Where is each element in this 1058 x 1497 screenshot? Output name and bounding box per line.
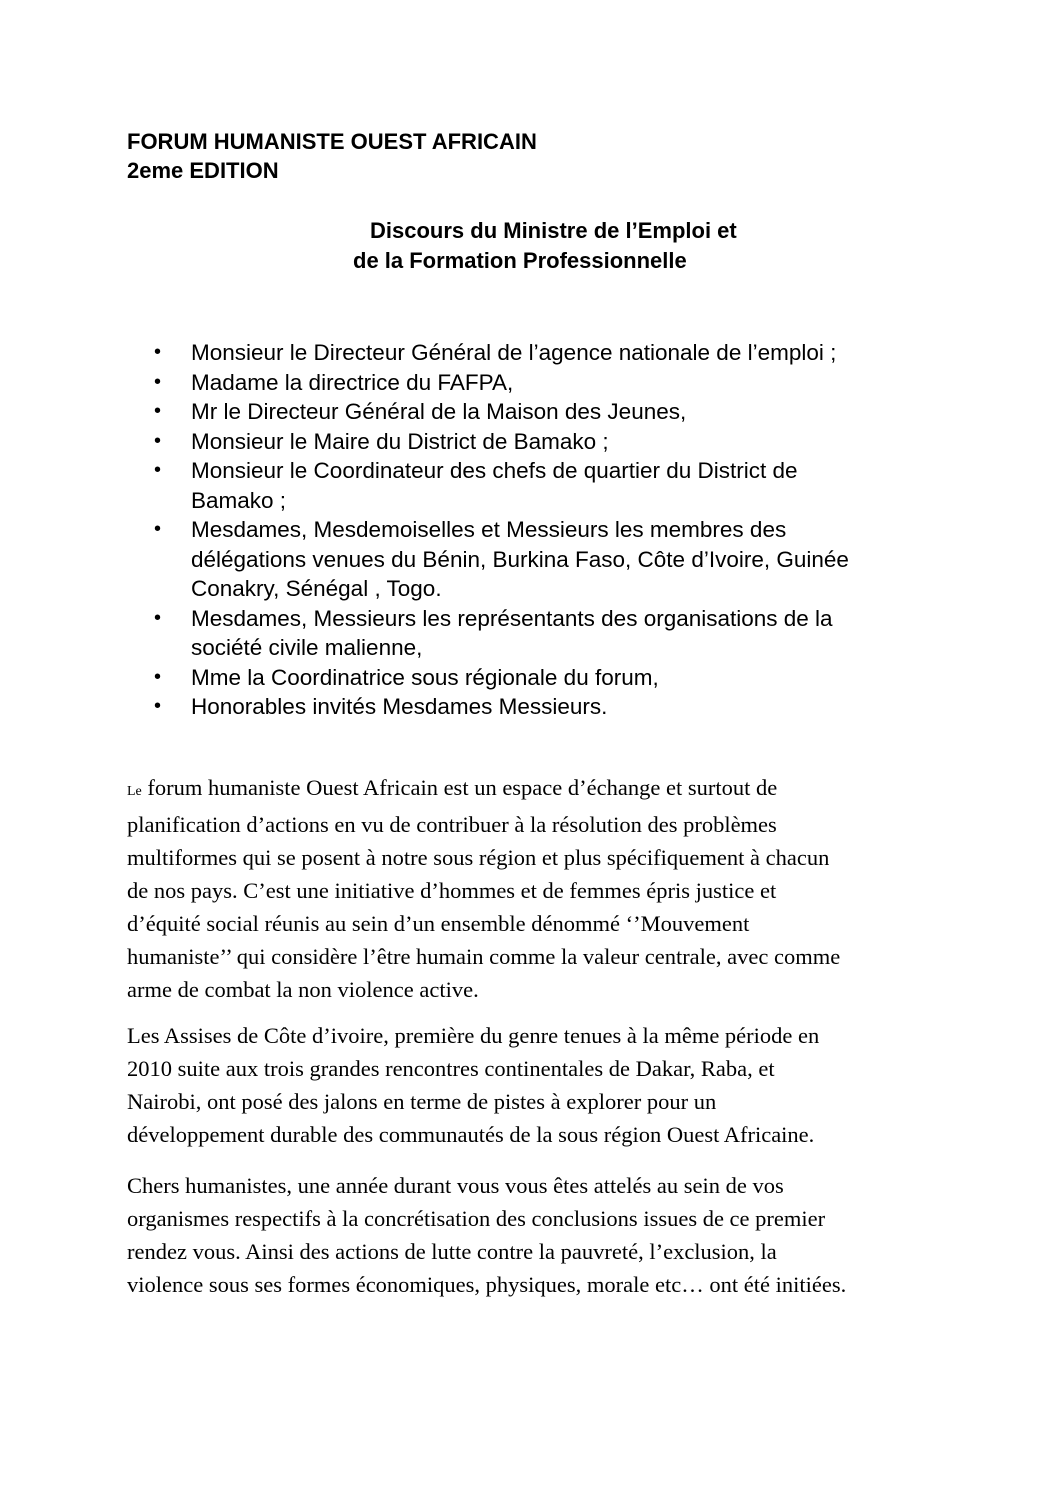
bullet-icon: • [154,429,162,452]
bullet-icon: • [154,459,162,481]
bullet-icon: • [154,518,162,540]
paragraph-line: Nairobi, ont posé des jalons en terme de pistes à explorer pour un [127,1089,717,1114]
body-paragraph [127,771,957,1006]
paragraph-line: Les Assises de Côte d’ivoire, première du genre tenues à la même période en [127,1023,820,1048]
list-item-text: Monsieur le Coordinateur des chefs de quartier du District de [191,458,798,483]
speech-title-line-2: de la Formation Professionnelle [353,248,687,273]
list-item [150,427,950,457]
list-item-text: Mesdames, Messieurs les représentants des organisations de la [191,605,833,631]
list-item-text: société civile malienne, [191,635,423,660]
list-item-text: Mme la Coordinatrice sous régionale du forum, [191,664,659,690]
paragraph-line: humaniste’’ qui considère l’être humain comme la valeur centrale, avec comme [127,944,841,969]
edition-label: 2eme EDITION [127,158,279,183]
paragraph-line: développement durable des communautés de la sous région Ouest Africaine. [127,1122,815,1147]
paragraph-line: planification d’actions en vu de contribuer à la résolution des problèmes [127,812,777,837]
bullet-icon: • [154,400,162,422]
bullet-icon: • [154,695,162,717]
paragraph-line: violence sous ses formes économiques, physiques, morale etc… ont été initiées. [127,1272,847,1297]
list-item [150,456,950,515]
bullet-icon: • [154,341,162,363]
list-item-text: délégations venues du Bénin, Burkina Faso, Côte d’Ivoire, Guinée [191,546,849,572]
list-item [150,515,950,604]
body-paragraph [127,1019,957,1151]
paragraph-line: de nos pays. C’est une initiative d’hommes et de femmes épris justice et [127,878,777,903]
paragraph-line: forum humaniste Ouest Africain est un espace d’échange et surtout de [141,775,778,800]
paragraph-first-word: Le [127,784,142,799]
list-item [150,338,950,368]
list-item-text: Mr le Directeur Général de la Maison des Jeunes, [191,399,687,424]
paragraph-line: 2010 suite aux trois grandes rencontres continentales de Dakar, Raba, et [127,1056,775,1081]
document-title: FORUM HUMANISTE OUEST AFRICAIN [127,129,537,154]
bullet-icon: • [154,606,162,629]
bullet-icon: • [154,665,162,688]
list-item-text: Mesdames, Mesdemoiselles et Messieurs les membres des [191,517,787,542]
addressee-list [150,338,950,722]
paragraph-line: organismes respectifs à la concrétisation des conclusions issues de ce premier [127,1206,826,1231]
list-item [150,604,950,663]
list-item-text: Honorables invités Mesdames Messieurs. [191,694,608,719]
list-item [150,692,950,722]
body-paragraph [127,1169,957,1301]
list-item [150,397,950,427]
speech-title-line-1: Discours du Ministre de l’Emploi et [370,218,737,243]
list-item-text: Madame la directrice du FAFPA, [191,369,514,395]
list-item-text: Monsieur le Maire du District de Bamako ; [191,428,609,454]
list-item-text: Conakry, Sénégal , Togo. [191,576,442,601]
paragraph-line: arme de combat la non violence active. [127,977,479,1002]
list-item-text: Monsieur le Directeur Général de l’agence nationale de l’emploi ; [191,340,837,365]
list-item-text: Bamako ; [191,487,287,513]
paragraph-line: rendez vous. Ainsi des actions de lutte contre la pauvreté, l’exclusion, la [127,1239,777,1264]
paragraph-line: multiformes qui se posent à notre sous région et plus spécifiquement à chacun [127,845,830,870]
bullet-icon: • [154,370,162,393]
list-item [150,663,950,693]
paragraph-line: Chers humanistes, une année durant vous vous êtes attelés au sein de vos [127,1173,784,1198]
paragraph-line: d’équité social réunis au sein d’un ensemble dénommé ‘’Mouvement [127,911,750,936]
list-item [150,368,950,398]
